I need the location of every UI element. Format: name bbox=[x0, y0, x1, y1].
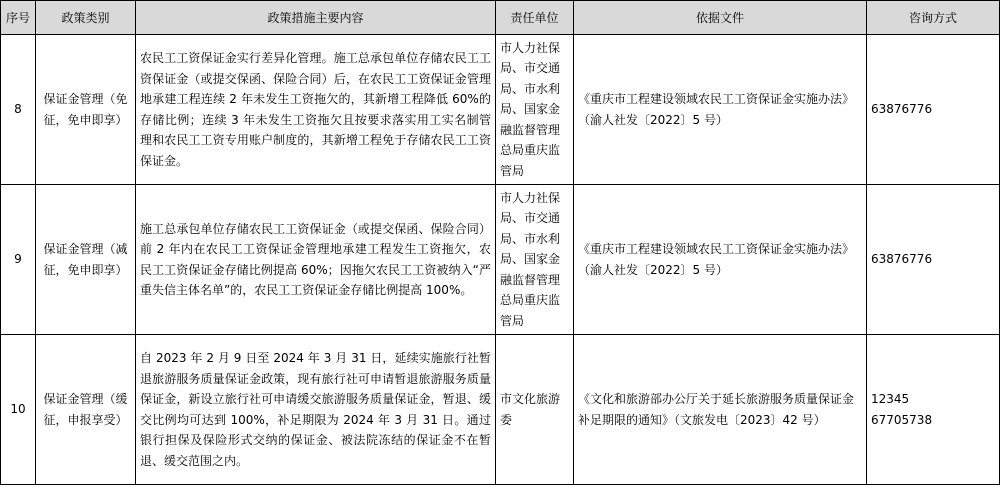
row-number: 9 bbox=[1, 185, 36, 335]
policy-content: 农民工工资保证金实行差异化管理。施工总承包单位存储农民工工资保证金（或提交保函、保险合同）后，在农民工工资保证金管理地承建工程连续 2 年未发生工资拖欠的，其新增工程降低 60%的存储比例；连续 3 年未发生工资拖欠且按要求落实用工实名制管理和农民工工资专用账户制度的，其新增工程免于存储农民工工资保证金。 bbox=[136, 35, 496, 185]
row-number: 8 bbox=[1, 35, 36, 185]
header-category: 政策类别 bbox=[36, 1, 136, 35]
header-unit: 责任单位 bbox=[496, 1, 574, 35]
basis-document: 《文化和旅游部办公厅关于延长旅游服务质量保证金补足期限的通知》（文旅发电〔2023〕42 号） bbox=[574, 335, 867, 485]
basis-document: 《重庆市工程建设领域农民工工资保证金实施办法》（渝人社发〔2022〕5 号） bbox=[574, 35, 867, 185]
header-basis: 依据文件 bbox=[574, 1, 867, 35]
responsible-unit: 市人力社保局、市交通局、市水利局、国家金融监督管理总局重庆监管局 bbox=[496, 185, 574, 335]
header-content: 政策措施主要内容 bbox=[136, 1, 496, 35]
policy-category: 保证金管理（减征，免申即享） bbox=[36, 185, 136, 335]
responsible-unit: 市人力社保局、市交通局、市水利局、国家金融监督管理总局重庆监管局 bbox=[496, 35, 574, 185]
row-number: 10 bbox=[1, 335, 36, 485]
responsible-unit: 市文化旅游委 bbox=[496, 335, 574, 485]
contact-info bbox=[867, 335, 1000, 485]
contact-info bbox=[867, 35, 1000, 185]
contact-phone: 67705738 bbox=[871, 412, 933, 427]
table-row bbox=[1, 335, 1000, 485]
contact-phone: 63876776 bbox=[871, 252, 933, 267]
table-header-row bbox=[1, 1, 1000, 35]
basis-document: 《重庆市工程建设领域农民工工资保证金实施办法》（渝人社发〔2022〕5 号） bbox=[574, 185, 867, 335]
table-row bbox=[1, 185, 1000, 335]
policy-content: 施工总承包单位存储农民工工资保证金（或提交保函、保险合同）前 2 年内在农民工工资保证金管理地承建工程发生工资拖欠，农民工工资保证金存储比例提高 60%；因拖欠农民工工资被纳入“严重失信主体名单”的，农民工工资保证金存储比例提高 100%。 bbox=[136, 185, 496, 335]
table-row bbox=[1, 35, 1000, 185]
policy-category: 保证金管理（免征，免申即享） bbox=[36, 35, 136, 185]
header-contact: 咨询方式 bbox=[867, 1, 1000, 35]
contact-info bbox=[867, 185, 1000, 335]
policy-category: 保证金管理（缓征，申报享受） bbox=[36, 335, 136, 485]
contact-phone: 63876776 bbox=[871, 102, 933, 117]
contact-phone: 12345 bbox=[871, 392, 910, 406]
header-no: 序号 bbox=[1, 1, 36, 35]
policy-content: 自 2023 年 2 月 9 日至 2024 年 3 月 31 日，延续实施旅行社暂退旅游服务质量保证金政策，现有旅行社可申请暂退旅游服务质量保证金，新设立旅行社可申请缓交旅游服务质量保证金，暂退、缓交比例均可达到 100%，补足期限为 2024 年 3 月 31 日。通过银行担保及保险形式交纳的保证金、被法院冻结的保证金不在暂退、缓交范围之内。 bbox=[136, 335, 496, 485]
